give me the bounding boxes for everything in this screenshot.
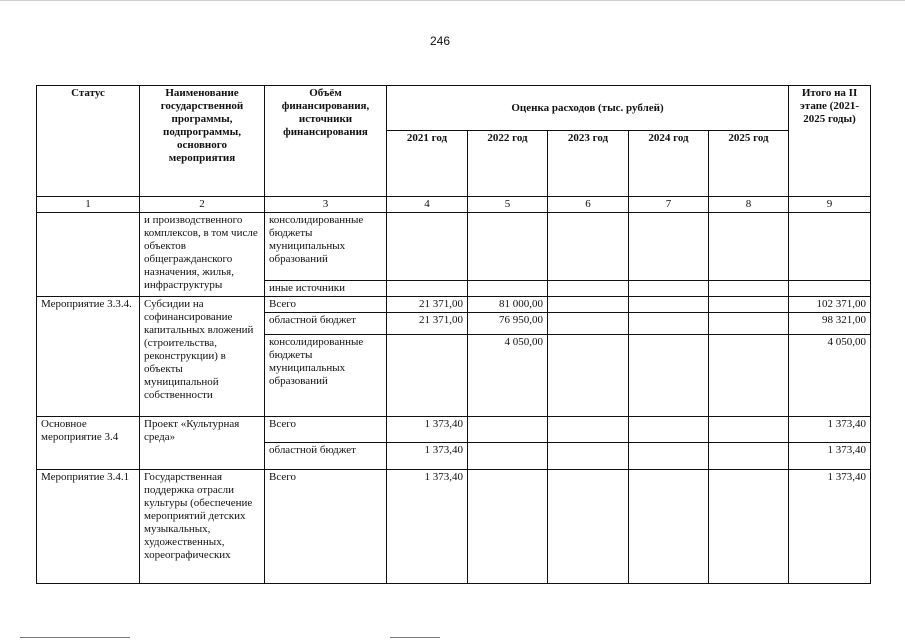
cell-2022: 4 050,00 xyxy=(468,335,548,417)
cell-total: 1 373,40 xyxy=(789,470,871,584)
cell-total: 1 373,40 xyxy=(789,417,871,443)
row-name: Проект «Культурная среда» xyxy=(140,417,265,470)
page-number: 246 xyxy=(429,34,451,48)
row-source: областной бюджет xyxy=(265,313,387,335)
cell-2025 xyxy=(709,297,789,313)
row-source: консолидированные бюджеты муниципальных образований xyxy=(265,213,387,281)
cell-2023 xyxy=(548,313,629,335)
row-source: консолидированные бюджеты муниципальных образований xyxy=(265,335,387,417)
cell-total xyxy=(789,213,871,281)
row-source: Всего xyxy=(265,470,387,584)
column-number: 6 xyxy=(548,197,629,213)
column-number: 3 xyxy=(265,197,387,213)
cell-2023 xyxy=(548,335,629,417)
row-name: Государственная поддержка отрасли культуры (обеспечение мероприятий детских музыкальных, художественных, хореографических xyxy=(140,470,265,584)
cell-2024 xyxy=(629,417,709,443)
row-name: и производственного комплексов, в том числе объектов общегражданского назначения, жилья, инфраструктуры xyxy=(140,213,265,297)
cell-2025 xyxy=(709,417,789,443)
cell-2025 xyxy=(709,470,789,584)
cell-2022: 76 950,00 xyxy=(468,313,548,335)
cell-2022 xyxy=(468,213,548,281)
header-year-2025: 2025 год xyxy=(709,131,789,197)
table-row xyxy=(37,470,871,584)
cell-2024 xyxy=(629,313,709,335)
header-funding: Объём финансирования, источники финансирования xyxy=(265,86,387,197)
header-year-2022: 2022 год xyxy=(468,131,548,197)
row-source: иные источники xyxy=(265,281,387,297)
cell-2021: 1 373,40 xyxy=(387,470,468,584)
cell-total: 98 321,00 xyxy=(789,313,871,335)
cell-2022 xyxy=(468,417,548,443)
cell-2021: 1 373,40 xyxy=(387,443,468,470)
row-source: Всего xyxy=(265,417,387,443)
cell-2024 xyxy=(629,213,709,281)
header-year-2023: 2023 год xyxy=(548,131,629,197)
row-source: областной бюджет xyxy=(265,443,387,470)
cell-2024 xyxy=(629,335,709,417)
column-number: 9 xyxy=(789,197,871,213)
cell-2023 xyxy=(548,417,629,443)
column-number: 8 xyxy=(709,197,789,213)
cell-2025 xyxy=(709,281,789,297)
cell-2024 xyxy=(629,443,709,470)
cell-2021: 1 373,40 xyxy=(387,417,468,443)
column-number: 7 xyxy=(629,197,709,213)
column-number: 5 xyxy=(468,197,548,213)
scan-edge-line xyxy=(0,0,905,1)
column-number-row xyxy=(37,197,871,213)
header-total: Итого на II этапе (2021-2025 годы) xyxy=(789,86,871,197)
cell-2021 xyxy=(387,213,468,281)
row-status: Мероприятие 3.3.4. xyxy=(37,297,140,417)
row-status xyxy=(37,213,140,297)
cell-total: 4 050,00 xyxy=(789,335,871,417)
cell-2025 xyxy=(709,443,789,470)
cell-2023 xyxy=(548,443,629,470)
column-number: 4 xyxy=(387,197,468,213)
table-row xyxy=(37,213,871,281)
cell-total: 102 371,00 xyxy=(789,297,871,313)
cell-2021: 21 371,00 xyxy=(387,297,468,313)
header-name: Наименование государственной программы, подпрограммы, основного мероприятия xyxy=(140,86,265,197)
cell-2021 xyxy=(387,281,468,297)
cell-2021 xyxy=(387,335,468,417)
cell-2024 xyxy=(629,281,709,297)
cell-2023 xyxy=(548,213,629,281)
cell-2023 xyxy=(548,470,629,584)
column-number: 1 xyxy=(37,197,140,213)
header-year-2021: 2021 год xyxy=(387,131,468,197)
cell-2022 xyxy=(468,470,548,584)
table-row xyxy=(37,297,871,313)
column-number: 2 xyxy=(140,197,265,213)
cell-2021: 21 371,00 xyxy=(387,313,468,335)
cell-2025 xyxy=(709,335,789,417)
cell-2024 xyxy=(629,470,709,584)
cell-2023 xyxy=(548,297,629,313)
row-status: Мероприятие 3.4.1 xyxy=(37,470,140,584)
cell-2022 xyxy=(468,443,548,470)
cell-2024 xyxy=(629,297,709,313)
cell-2025 xyxy=(709,313,789,335)
table-row xyxy=(37,417,871,443)
cell-2022: 81 000,00 xyxy=(468,297,548,313)
budget-table xyxy=(36,85,871,584)
row-source: Всего xyxy=(265,297,387,313)
header-year-2024: 2024 год xyxy=(629,131,709,197)
row-status: Основное мероприятие 3.4 xyxy=(37,417,140,470)
header-status: Статус xyxy=(37,86,140,197)
cell-total: 1 373,40 xyxy=(789,443,871,470)
header-estimate: Оценка расходов (тыс. рублей) xyxy=(387,86,789,131)
scan-edge-line xyxy=(20,637,130,638)
cell-2023 xyxy=(548,281,629,297)
scan-edge-line xyxy=(390,637,440,638)
row-name: Субсидии на софинансирование капитальных вложений (строительства, реконструкции) в объекты муниципальной собственности xyxy=(140,297,265,417)
cell-total xyxy=(789,281,871,297)
cell-2022 xyxy=(468,281,548,297)
cell-2025 xyxy=(709,213,789,281)
